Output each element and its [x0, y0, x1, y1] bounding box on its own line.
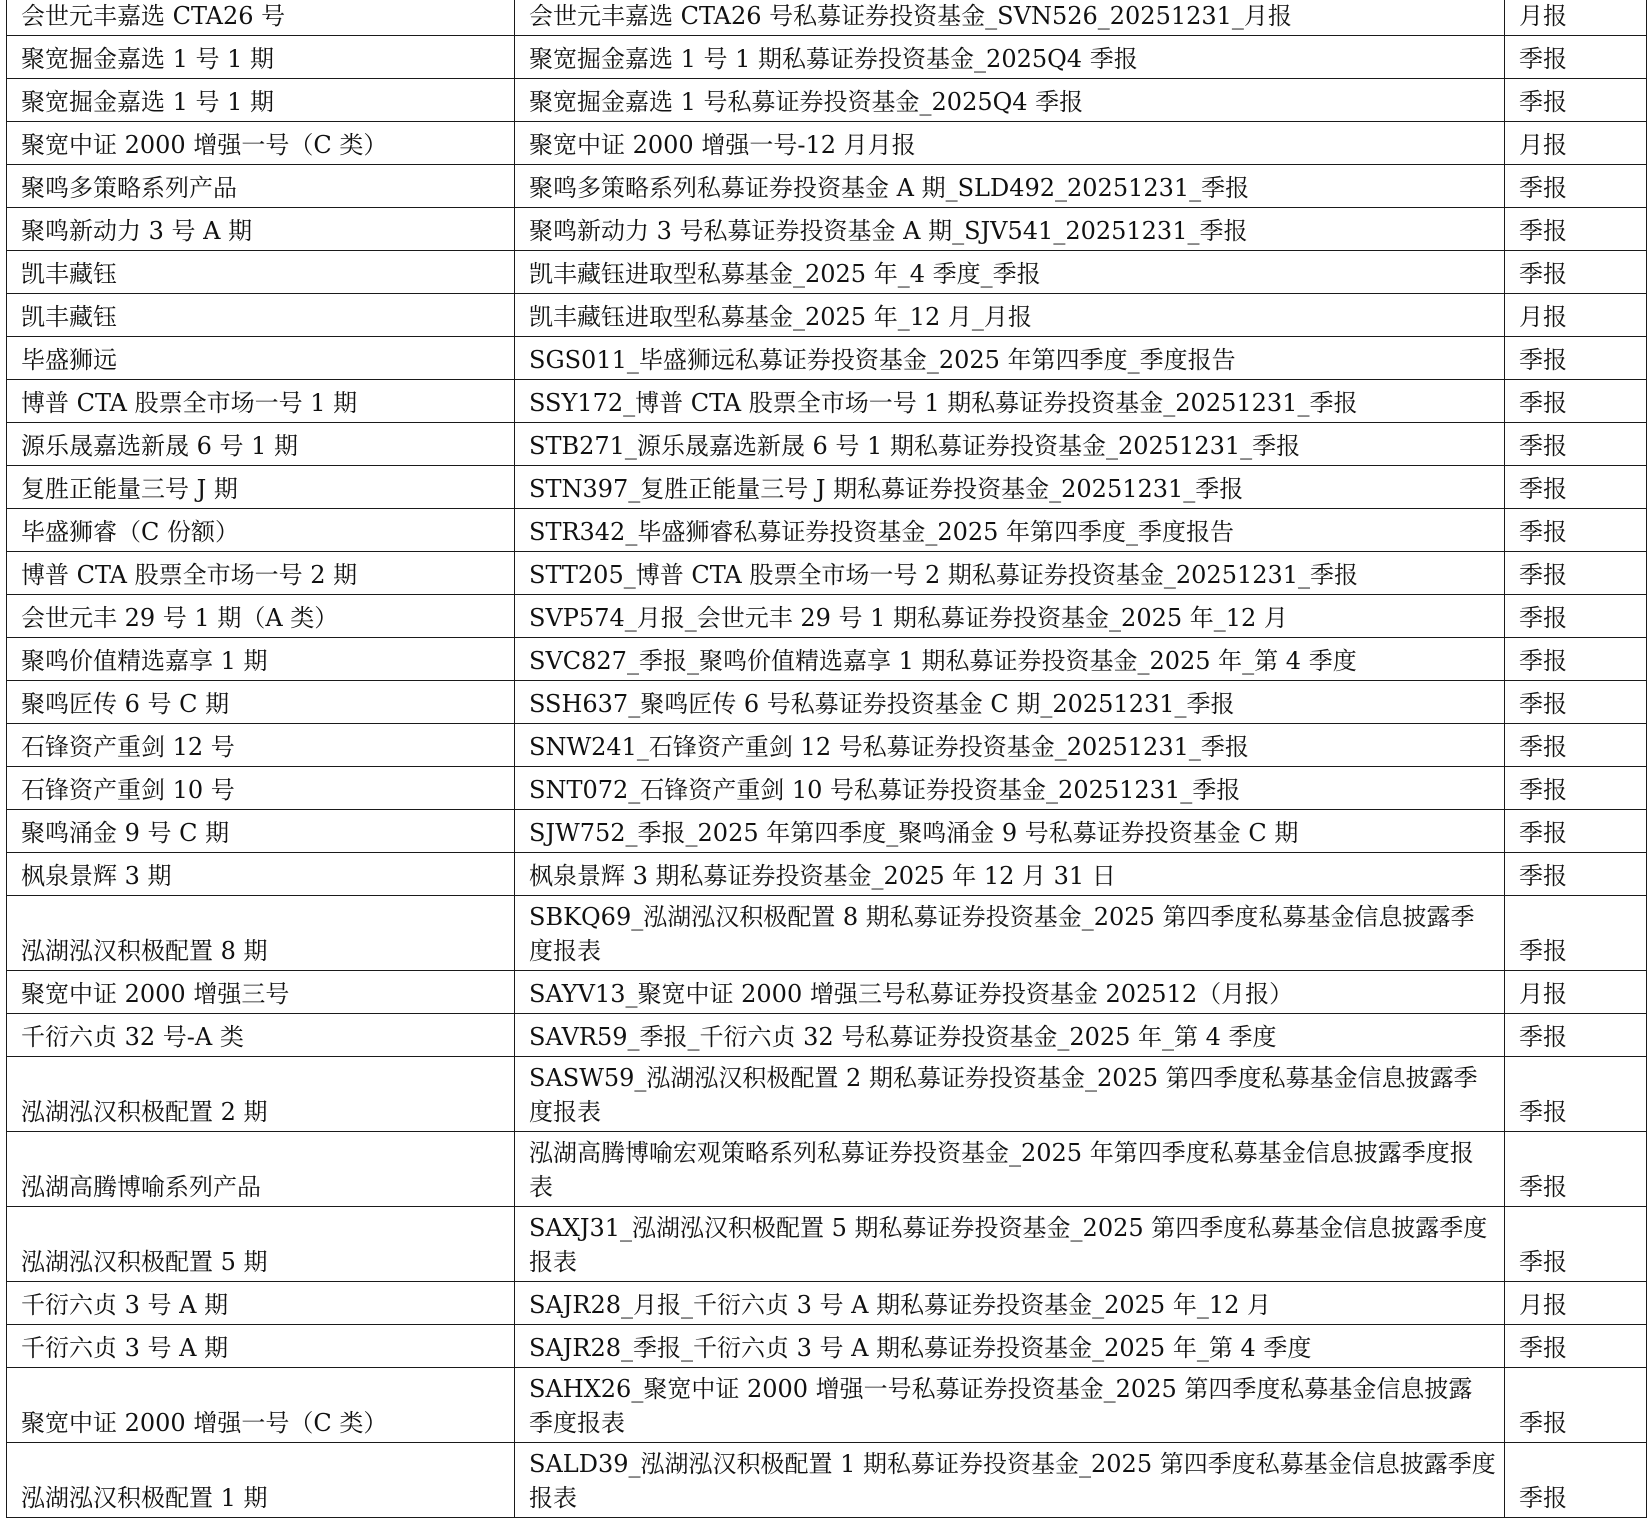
product-name-cell: 泓湖泓汉积极配置 8 期: [7, 896, 515, 971]
product-name-cell: 石锋资产重剑 12 号: [7, 724, 515, 767]
report-name-cell: SAVR59_季报_千衍六贞 32 号私募证券投资基金_2025 年_第 4 季度: [515, 1014, 1505, 1057]
report-type-cell: 月报: [1505, 971, 1647, 1014]
report-type-cell: 季报: [1505, 767, 1647, 810]
table-row: [7, 251, 1647, 294]
report-name-cell: SNT072_石锋资产重剑 10 号私募证券投资基金_20251231_季报: [515, 767, 1505, 810]
product-name-cell: 聚宽中证 2000 增强三号: [7, 971, 515, 1014]
report-type-cell: 月报: [1505, 0, 1647, 36]
product-name-cell: 聚宽掘金嘉选 1 号 1 期: [7, 79, 515, 122]
report-type-cell: 季报: [1505, 896, 1647, 971]
report-name-cell: SNW241_石锋资产重剑 12 号私募证券投资基金_20251231_季报: [515, 724, 1505, 767]
table-row: [7, 681, 1647, 724]
product-name-cell: 泓湖泓汉积极配置 5 期: [7, 1207, 515, 1282]
report-type-cell: 季报: [1505, 1057, 1647, 1132]
table-row: [7, 767, 1647, 810]
product-name-cell: 会世元丰嘉选 CTA26 号: [7, 0, 515, 36]
report-type-cell: 月报: [1505, 122, 1647, 165]
report-type-cell: 季报: [1505, 638, 1647, 681]
table-row: [7, 638, 1647, 681]
report-name-cell: SVC827_季报_聚鸣价值精选嘉享 1 期私募证券投资基金_2025 年_第 4 季度: [515, 638, 1505, 681]
product-name-cell: 聚鸣涌金 9 号 C 期: [7, 810, 515, 853]
product-name-cell: 凯丰藏钰: [7, 294, 515, 337]
product-name-cell: 聚鸣新动力 3 号 A 期: [7, 208, 515, 251]
report-name-cell: SAHX26_聚宽中证 2000 增强一号私募证券投资基金_2025 第四季度私募基金信息披露季度报表: [515, 1368, 1505, 1443]
product-name-cell: 泓湖高腾博喻系列产品: [7, 1132, 515, 1207]
report-type-cell: 季报: [1505, 552, 1647, 595]
report-type-cell: 季报: [1505, 79, 1647, 122]
report-type-cell: 季报: [1505, 251, 1647, 294]
report-type-cell: 月报: [1505, 1282, 1647, 1325]
table-row: [7, 0, 1647, 36]
product-name-cell: 博普 CTA 股票全市场一号 1 期: [7, 380, 515, 423]
product-name-cell: 千衍六贞 3 号 A 期: [7, 1282, 515, 1325]
table-row: [7, 1282, 1647, 1325]
table-row: [7, 466, 1647, 509]
fund-report-table: [6, 0, 1647, 1518]
report-type-cell: 季报: [1505, 36, 1647, 79]
report-type-cell: 季报: [1505, 681, 1647, 724]
product-name-cell: 千衍六贞 3 号 A 期: [7, 1325, 515, 1368]
report-name-cell: STR342_毕盛狮睿私募证券投资基金_2025 年第四季度_季度报告: [515, 509, 1505, 552]
report-type-cell: 季报: [1505, 1014, 1647, 1057]
product-name-cell: 泓湖泓汉积极配置 1 期: [7, 1443, 515, 1518]
report-type-cell: 季报: [1505, 1368, 1647, 1443]
table-row: [7, 122, 1647, 165]
table-row: [7, 337, 1647, 380]
product-name-cell: 凯丰藏钰: [7, 251, 515, 294]
report-name-cell: 泓湖高腾博喻宏观策略系列私募证券投资基金_2025 年第四季度私募基金信息披露季度报表: [515, 1132, 1505, 1207]
report-name-cell: STB271_源乐晟嘉选新晟 6 号 1 期私募证券投资基金_20251231_季报: [515, 423, 1505, 466]
report-name-cell: SGS011_毕盛狮远私募证券投资基金_2025 年第四季度_季度报告: [515, 337, 1505, 380]
table-row: [7, 423, 1647, 466]
report-name-cell: 凯丰藏钰进取型私募基金_2025 年_12 月_月报: [515, 294, 1505, 337]
report-name-cell: 枫泉景辉 3 期私募证券投资基金_2025 年 12 月 31 日: [515, 853, 1505, 896]
report-type-cell: 季报: [1505, 810, 1647, 853]
report-type-cell: 季报: [1505, 509, 1647, 552]
table-row: [7, 36, 1647, 79]
table-row: [7, 1325, 1647, 1368]
report-name-cell: SAJR28_季报_千衍六贞 3 号 A 期私募证券投资基金_2025 年_第 4 季度: [515, 1325, 1505, 1368]
report-name-cell: SALD39_泓湖泓汉积极配置 1 期私募证券投资基金_2025 第四季度私募基金信息披露季度报表: [515, 1443, 1505, 1518]
table-row: [7, 1207, 1647, 1282]
table-row: [7, 552, 1647, 595]
product-name-cell: 博普 CTA 股票全市场一号 2 期: [7, 552, 515, 595]
report-type-cell: 季报: [1505, 165, 1647, 208]
product-name-cell: 聚宽掘金嘉选 1 号 1 期: [7, 36, 515, 79]
table-row: [7, 1132, 1647, 1207]
table-row: [7, 724, 1647, 767]
product-name-cell: 复胜正能量三号 J 期: [7, 466, 515, 509]
table-row: [7, 165, 1647, 208]
table-row: [7, 1057, 1647, 1132]
table-row: [7, 1368, 1647, 1443]
product-name-cell: 聚鸣匠传 6 号 C 期: [7, 681, 515, 724]
report-type-cell: 季报: [1505, 853, 1647, 896]
table-row: [7, 1443, 1647, 1518]
report-name-cell: SBKQ69_泓湖泓汉积极配置 8 期私募证券投资基金_2025 第四季度私募基金信息披露季度报表: [515, 896, 1505, 971]
report-type-cell: 季报: [1505, 595, 1647, 638]
report-name-cell: 凯丰藏钰进取型私募基金_2025 年_4 季度_季报: [515, 251, 1505, 294]
report-name-cell: 聚宽掘金嘉选 1 号私募证券投资基金_2025Q4 季报: [515, 79, 1505, 122]
report-name-cell: SAXJ31_泓湖泓汉积极配置 5 期私募证券投资基金_2025 第四季度私募基金信息披露季度报表: [515, 1207, 1505, 1282]
table-row: [7, 509, 1647, 552]
product-name-cell: 石锋资产重剑 10 号: [7, 767, 515, 810]
product-name-cell: 聚宽中证 2000 增强一号（C 类）: [7, 1368, 515, 1443]
table-row: [7, 896, 1647, 971]
table-row: [7, 853, 1647, 896]
product-name-cell: 聚宽中证 2000 增强一号（C 类）: [7, 122, 515, 165]
table-row: [7, 810, 1647, 853]
report-type-cell: 月报: [1505, 294, 1647, 337]
report-type-cell: 季报: [1505, 208, 1647, 251]
report-name-cell: STT205_博普 CTA 股票全市场一号 2 期私募证券投资基金_20251231_季报: [515, 552, 1505, 595]
table-row: [7, 380, 1647, 423]
product-name-cell: 源乐晟嘉选新晟 6 号 1 期: [7, 423, 515, 466]
report-type-cell: 季报: [1505, 466, 1647, 509]
report-type-cell: 季报: [1505, 1443, 1647, 1518]
product-name-cell: 毕盛狮远: [7, 337, 515, 380]
table-row: [7, 971, 1647, 1014]
product-name-cell: 泓湖泓汉积极配置 2 期: [7, 1057, 515, 1132]
report-name-cell: 聚宽掘金嘉选 1 号 1 期私募证券投资基金_2025Q4 季报: [515, 36, 1505, 79]
report-name-cell: SSH637_聚鸣匠传 6 号私募证券投资基金 C 期_20251231_季报: [515, 681, 1505, 724]
product-name-cell: 枫泉景辉 3 期: [7, 853, 515, 896]
report-name-cell: STN397_复胜正能量三号 J 期私募证券投资基金_20251231_季报: [515, 466, 1505, 509]
report-name-cell: 会世元丰嘉选 CTA26 号私募证券投资基金_SVN526_20251231_月报: [515, 0, 1505, 36]
report-name-cell: SJW752_季报_2025 年第四季度_聚鸣涌金 9 号私募证券投资基金 C 期: [515, 810, 1505, 853]
report-type-cell: 季报: [1505, 337, 1647, 380]
report-name-cell: SASW59_泓湖泓汉积极配置 2 期私募证券投资基金_2025 第四季度私募基金信息披露季度报表: [515, 1057, 1505, 1132]
report-name-cell: 聚鸣新动力 3 号私募证券投资基金 A 期_SJV541_20251231_季报: [515, 208, 1505, 251]
report-name-cell: SAJR28_月报_千衍六贞 3 号 A 期私募证券投资基金_2025 年_12 月: [515, 1282, 1505, 1325]
product-name-cell: 聚鸣价值精选嘉享 1 期: [7, 638, 515, 681]
table-row: [7, 208, 1647, 251]
table-row: [7, 595, 1647, 638]
report-type-cell: 季报: [1505, 380, 1647, 423]
table-row: [7, 79, 1647, 122]
product-name-cell: 会世元丰 29 号 1 期（A 类）: [7, 595, 515, 638]
report-name-cell: SVP574_月报_会世元丰 29 号 1 期私募证券投资基金_2025 年_12 月: [515, 595, 1505, 638]
product-name-cell: 聚鸣多策略系列产品: [7, 165, 515, 208]
report-name-cell: SAYV13_聚宽中证 2000 增强三号私募证券投资基金 202512（月报）: [515, 971, 1505, 1014]
report-type-cell: 季报: [1505, 1207, 1647, 1282]
report-type-cell: 季报: [1505, 724, 1647, 767]
product-name-cell: 千衍六贞 32 号-A 类: [7, 1014, 515, 1057]
table-row: [7, 294, 1647, 337]
report-name-cell: 聚宽中证 2000 增强一号-12 月月报: [515, 122, 1505, 165]
report-type-cell: 季报: [1505, 1325, 1647, 1368]
report-type-cell: 季报: [1505, 423, 1647, 466]
report-type-cell: 季报: [1505, 1132, 1647, 1207]
report-name-cell: 聚鸣多策略系列私募证券投资基金 A 期_SLD492_20251231_季报: [515, 165, 1505, 208]
report-name-cell: SSY172_博普 CTA 股票全市场一号 1 期私募证券投资基金_20251231_季报: [515, 380, 1505, 423]
table-body: [7, 0, 1647, 1518]
product-name-cell: 毕盛狮睿（C 份额）: [7, 509, 515, 552]
table-row: [7, 1014, 1647, 1057]
